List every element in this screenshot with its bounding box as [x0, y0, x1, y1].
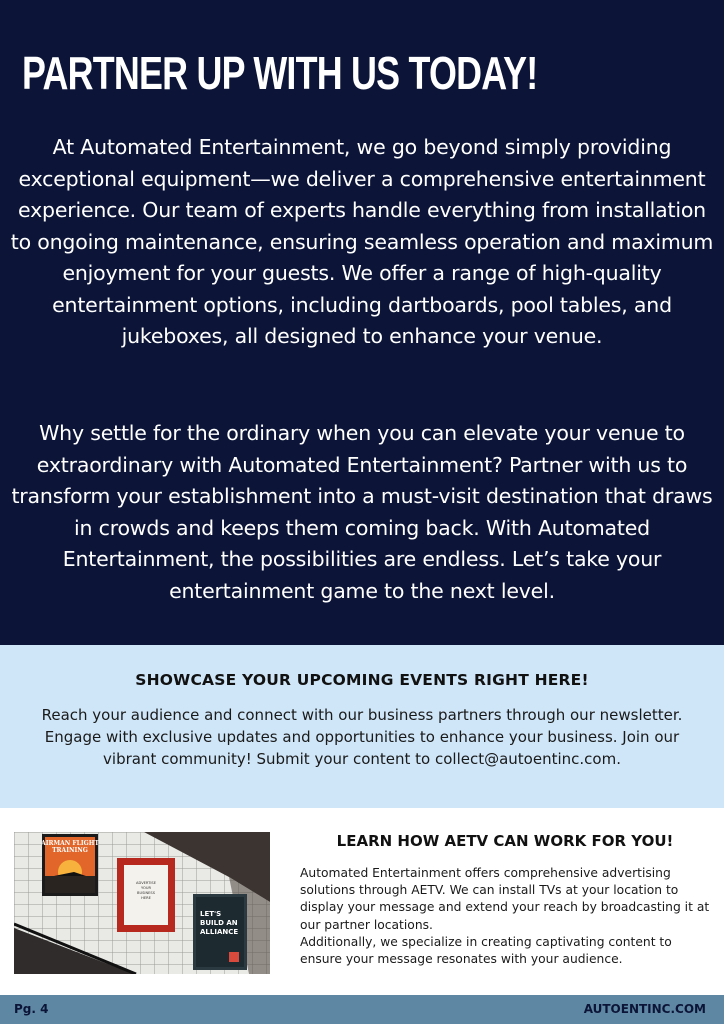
- poster2-title: ADVERTISE: [136, 881, 156, 885]
- svg-text:HERE: HERE: [141, 896, 151, 900]
- page-title: PARTNER UP WITH US TODAY!: [22, 47, 538, 99]
- page-number: Pg. 4: [14, 1002, 49, 1016]
- svg-text:ALLIANCE: ALLIANCE: [200, 928, 239, 936]
- website-link[interactable]: AUTOENTINC.COM: [583, 1002, 706, 1016]
- partner-paragraph: Why settle for the ordinary when you can elevate your venue to extraordinary with Automated Entertainment? Partner with us to transform your establishment into a must-visit destination that draws in crowds and keeps them coming back. With Automated Entertainment, the possibilities are endless. Let’s take your entertainment game to the next level.: [11, 421, 713, 603]
- intro-paragraph: At Automated Entertainment, we go beyond simply providing exceptional equipment—we deliver a comprehensive entertainment experience. Our team of experts handle everything from installation to ongoing maintenance, ensuring seamless operation and maximum enjoyment for your guests. We offer a range of high-quality entertainment options, including dartboards, pool tables, and jukeboxes, all designed to enhance your venue.: [10, 135, 714, 348]
- svg-text:YOUR: YOUR: [141, 886, 151, 890]
- poster1-title: AIRMAN FLIGHT: [41, 840, 99, 847]
- page-footer: [0, 995, 724, 1024]
- svg-text:TRAINING: TRAINING: [52, 847, 88, 854]
- poster3-title: LET'S: [200, 910, 222, 918]
- svg-text:BUILD AN: BUILD AN: [200, 919, 238, 927]
- aetv-text-2: Additionally, we specialize in creating captivating content to ensure your message resonates with your audience.: [300, 934, 672, 967]
- events-heading: SHOWCASE YOUR UPCOMING EVENTS RIGHT HERE!: [135, 671, 589, 689]
- events-text: Reach your audience and connect with our business partners through our newsletter. Engage with exclusive updates and opportunities to enhance your business. Join our vibrant community! Submit your content to collect@autoentinc.com.: [41, 706, 683, 768]
- aetv-text: [300, 865, 712, 968]
- subway-posters-illustration: [14, 832, 270, 974]
- events-section: [0, 645, 724, 808]
- svg-text:BUSINESS: BUSINESS: [137, 891, 155, 895]
- aetv-heading: LEARN HOW AETV CAN WORK FOR YOU!: [336, 832, 674, 850]
- subway-posters-image: [14, 832, 270, 974]
- aetv-text-1: Automated Entertainment offers comprehensive advertising solutions through AETV. We can install TVs at your location to display your message and extend your reach by broadcasting it at our partner locations.: [300, 866, 710, 932]
